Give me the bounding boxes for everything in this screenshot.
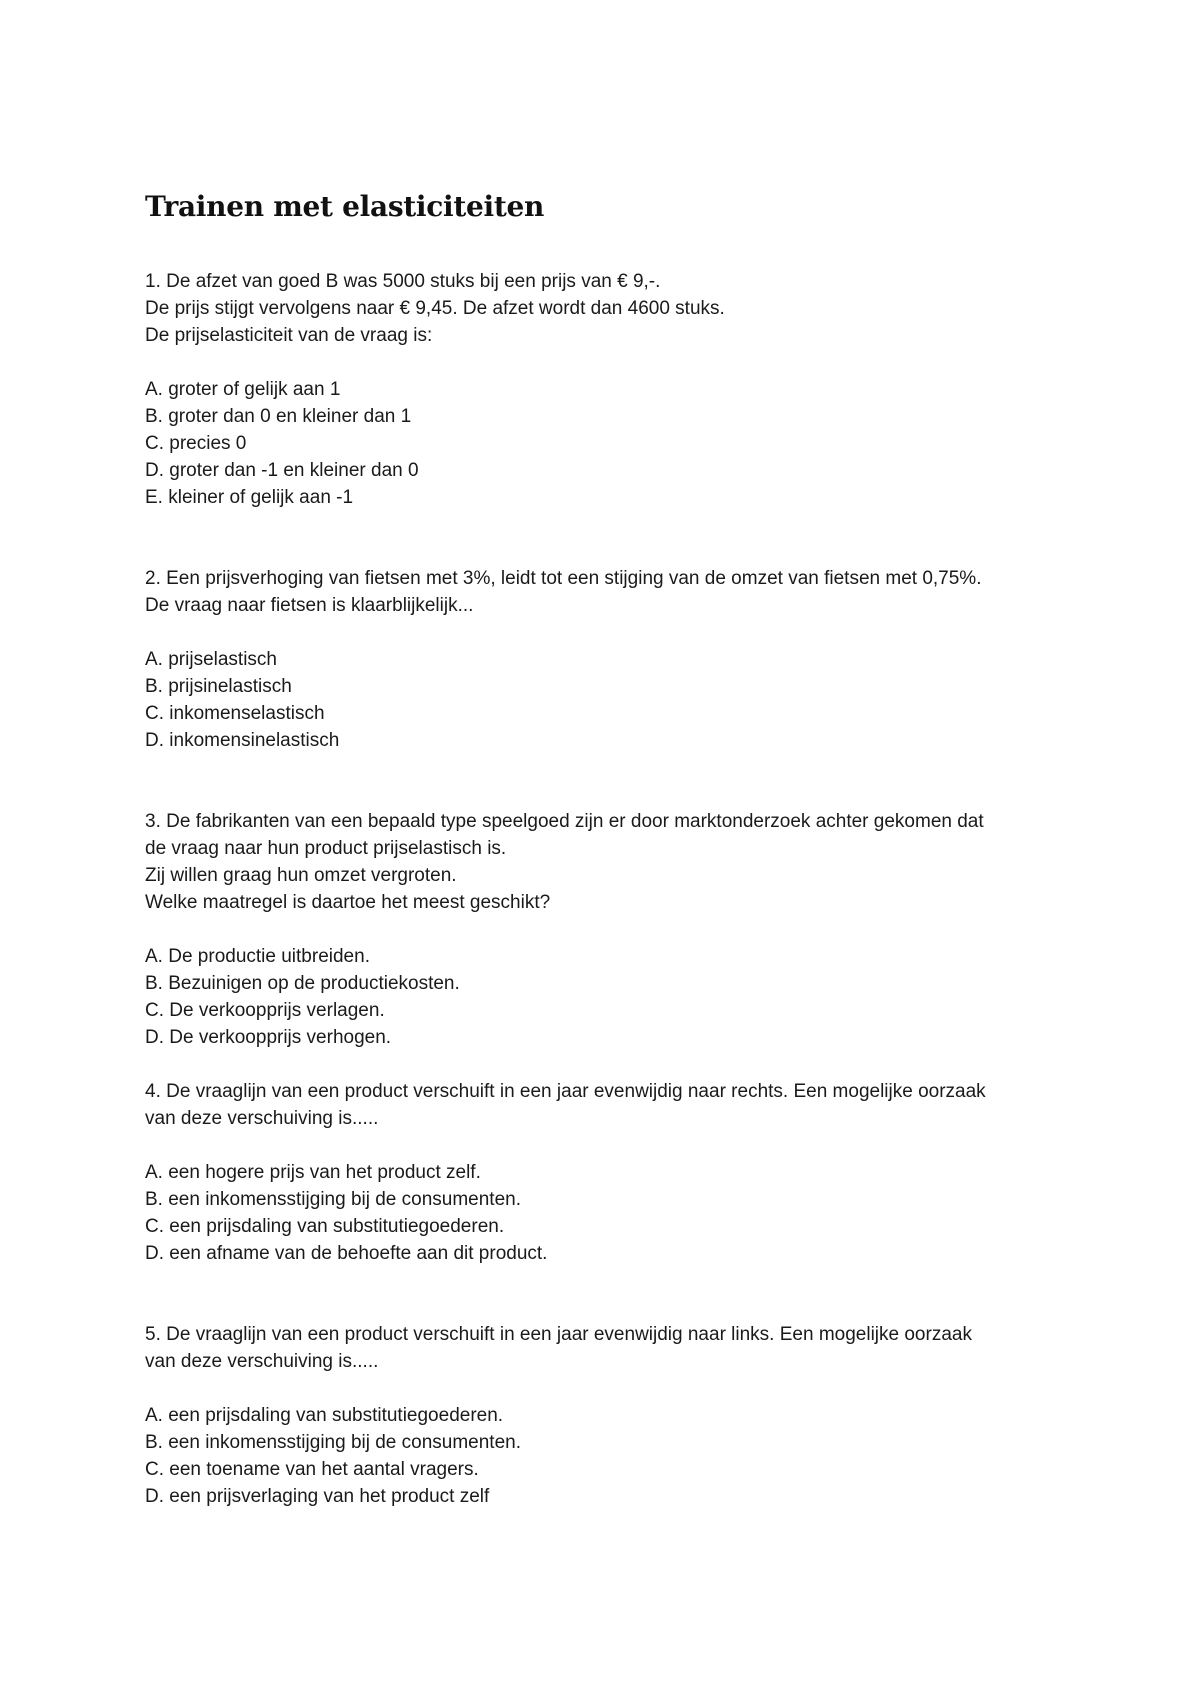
question-text-line: 4. De vraaglijn van een product verschuift in een jaar evenwijdig naar rechts. Een mogelijke oorzaak [145,1081,986,1102]
answer-option: D. inkomensinelastisch [145,730,340,751]
document-title: Trainen met elasticiteiten [145,190,545,223]
answer-option: C. een toename van het aantal vragers. [145,1459,479,1480]
answer-option: C. inkomenselastisch [145,703,325,724]
answer-option: E. kleiner of gelijk aan -1 [145,487,354,508]
question-2 [145,565,1075,754]
answer-option: C. De verkoopprijs verlagen. [145,1000,385,1021]
answer-option: A. groter of gelijk aan 1 [145,379,341,400]
answer-option: D. een afname van de behoefte aan dit product. [145,1243,548,1264]
question-text-line: 5. De vraaglijn van een product verschuift in een jaar evenwijdig naar links. Een mogelijke oorzaak [145,1324,972,1345]
question-3 [145,808,1075,1051]
question-1 [145,268,1075,511]
answer-option: D. een prijsverlaging van het product zelf [145,1486,490,1507]
answer-option: C. een prijsdaling van substitutiegoederen. [145,1216,505,1237]
answer-option: D. De verkoopprijs verhogen. [145,1027,392,1048]
answer-option: A. De productie uitbreiden. [145,946,370,967]
answer-option: B. Bezuinigen op de productiekosten. [145,973,460,994]
question-text-line: 2. Een prijsverhoging van fietsen met 3%, leidt tot een stijging van de omzet van fietsen met 0,75%. [145,568,982,589]
question-text-line: de vraag naar hun product prijselastisch is. [145,838,507,859]
question-text-line: De prijs stijgt vervolgens naar € 9,45. De afzet wordt dan 4600 stuks. [145,298,725,319]
answer-option: B. een inkomensstijging bij de consumenten. [145,1432,522,1453]
answer-option: B. groter dan 0 en kleiner dan 1 [145,406,412,427]
question-list [145,268,1075,1510]
question-text-line: 1. De afzet van goed B was 5000 stuks bij een prijs van € 9,-. [145,271,661,292]
answer-option: A. een prijsdaling van substitutiegoederen. [145,1405,504,1426]
question-4 [145,1078,1075,1267]
question-text-line: Welke maatregel is daartoe het meest geschikt? [145,892,551,913]
answer-option: A. prijselastisch [145,649,277,670]
question-text-line: Zij willen graag hun omzet vergroten. [145,865,457,886]
answer-option: C. precies 0 [145,433,247,454]
question-5 [145,1321,1075,1510]
question-text-line: De vraag naar fietsen is klaarblijkelijk... [145,595,474,616]
answer-option: B. prijsinelastisch [145,676,292,697]
answer-option: B. een inkomensstijging bij de consumenten. [145,1189,522,1210]
answer-option: A. een hogere prijs van het product zelf. [145,1162,481,1183]
answer-option: D. groter dan -1 en kleiner dan 0 [145,460,419,481]
question-text-line: 3. De fabrikanten van een bepaald type speelgoed zijn er door marktonderzoek achter gekomen dat [145,811,984,832]
question-text-line: De prijselasticiteit van de vraag is: [145,325,433,346]
question-text-line: van deze verschuiving is..... [145,1351,379,1372]
question-text-line: van deze verschuiving is..... [145,1108,379,1129]
